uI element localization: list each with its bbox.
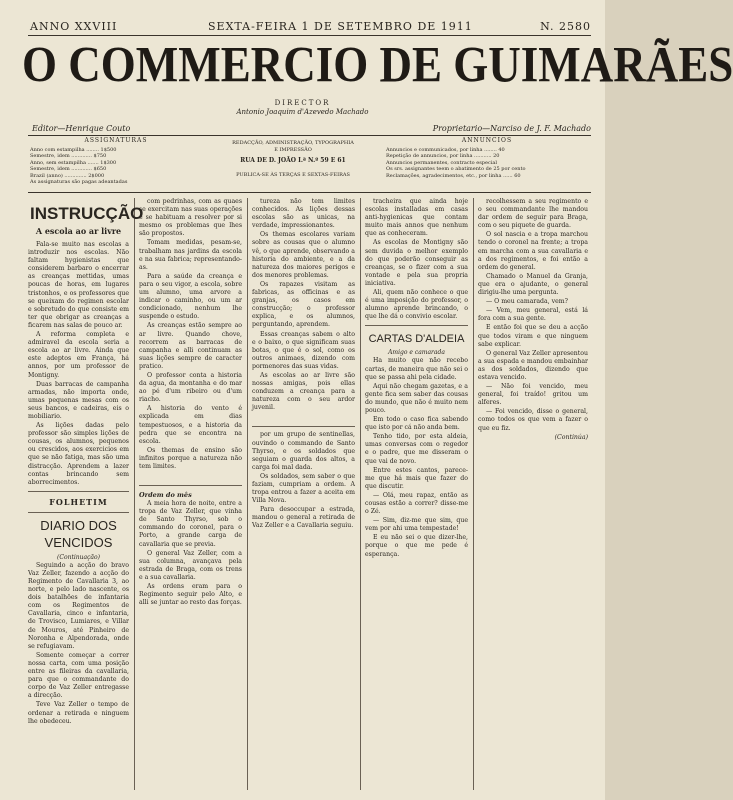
section-rule	[28, 491, 129, 492]
paragraph: O general Vaz Zeller apresentou a sua espada e mandou embainhar as dos soldados, dizendo que estava vencido.	[478, 349, 588, 381]
column-rule	[247, 198, 248, 790]
paragraph: Ali, quem não conhece o que é uma imposição do professor, o alumno aprende brincando, o que lhe dá o convivio escolar.	[365, 289, 468, 321]
paragraph: As escolas ao ar livre são nossas amigas, pois ellas conduzem a creança para a natureza com o seu ardor juvenil.	[252, 371, 355, 412]
paragraph: Chamado o Manuel da Granja, que era o ajudante, o general dirigiu-lhe uma pergunta.	[478, 272, 588, 297]
paragraph: As creanças estão sempre ao ar livre. Quando chove, recorrem as barracas de campanha e alli continuam as suas lições sempre de caracter pratico.	[139, 322, 242, 370]
paragraph: As escolas de Montigny são sem duvida o melhor exemplo do que poderão conseguir as creanças, se o fizer com a sua vontade e pela sua propria iniciativa.	[365, 239, 468, 287]
office-box	[208, 138, 378, 188]
paragraph: Os themas de ensino são infinitos porque a natureza não tem limites.	[139, 446, 242, 470]
subscription-row: Anno com estampilha ........ 1$500	[30, 146, 117, 153]
column-rule	[473, 198, 474, 790]
ads-row: Reclamações, agradecimentos, etc., por linha ...... 60	[386, 172, 521, 179]
paragraph: com pedrinhas, com as quaes se exercitam nas suas operações e se habituam a resolver por si mesmo os problemas que lhes são propostos.	[139, 198, 242, 238]
continued-note: (Continúa)	[554, 433, 588, 441]
paragraph: — Vem, meu general, está lá fora com a sua gente.	[478, 307, 588, 323]
paragraph: Em todo o caso fica sabendo que isto por cá não anda bem.	[365, 416, 468, 432]
ads-row: Repetição de annuncios, por linha ........... 20	[386, 153, 500, 159]
paragraph: Duas barracas de campanha armadas, não importa onde, umas pequenas mesas com os seus bancos, e cadeiras, eis o mobiliario.	[28, 380, 129, 420]
office-line-2: E IMPRESSÃO	[274, 146, 312, 153]
feuilleton-note: (Continuação)	[57, 553, 100, 561]
column-4	[365, 198, 468, 796]
director-name: Antonio Joaquim d'Azevedo Machado	[236, 108, 369, 116]
paragraph: — Olá, meu rapaz, então as cousas estão a correr? disse-me o Zé.	[365, 491, 468, 516]
feuilleton-label: FOLHETIM	[49, 496, 108, 507]
letters-salutation: Amigo e camarada	[388, 349, 445, 357]
dateline	[30, 20, 591, 34]
paragraph: E então foi que se deu a acção que todos viram e que ninguem sabe explicar.	[478, 324, 588, 348]
office-line-1: REDACÇÃO, ADMINISTRAÇÃO, TYPOGRAPHIA	[232, 140, 354, 146]
office-address: RUA DE D. JOÃO I.ª N.º 59 E 61	[240, 157, 346, 164]
paragraph: Fala-se muito nas escolas a introduzir nos escolas. Não faltam hygienistas que considerem barbaro o encerrar as creanças mettidas, umas poucas de horas, em lugares tristonhos, e os professores que se queixam do regimen escolar e sobretudo do que consiste em ter que obrigar as creanças a ficarem nas salas de pouco ar.	[28, 241, 129, 329]
feuilleton-title: DIARIO DOS VENCIDOS	[40, 517, 117, 550]
subscription-row: Semestre, idem ............. $750	[30, 153, 107, 159]
ads-row: Annuncios permanentes, contracto especial	[386, 159, 497, 166]
paragraph: A meia hora de noite, entre a tropa de Vaz Zeller, que vinha de Santo Thyrso, sob o commando do coronel, para o Porto, a grande carga de cavallaria que se previa.	[139, 500, 242, 548]
ads-title: ANNUNCIOS	[461, 137, 513, 144]
paragraph: Para a saúde da creança e para o seu vigor, a escola, sobre um alumno, uma arvore a indicar o caminho, ou um ar condicionado, nenhum lhe suspende o estudo.	[139, 272, 242, 321]
paragraph: Os soldados, sem saber o que faziam, cumpriam a ordem. A tropa entrou a fazer a aceita em Villa Nova.	[252, 472, 355, 505]
ads-row: Annuncios e communicados, por linha ........ 40	[386, 146, 505, 153]
column-1	[28, 198, 144, 796]
paragraph: As ordens eram para o Regimento seguir pelo Alto, e alli se juntar ao resto das forças.	[139, 583, 242, 607]
issue-number: N. 2580	[540, 20, 591, 33]
paragraph: E eu não sei o que dizer-lhe, porque o que me pede é esperança.	[365, 534, 468, 558]
column-rule	[360, 198, 361, 790]
paragraph: — O meu camarada, vem?	[486, 298, 568, 306]
paragraph: O sol nascia e a tropa marchou tendo o coronel na frente; a tropa em marcha com a sua cavallaria e a dos regimentos, e foi então a ordem do general.	[478, 231, 588, 271]
paragraph: — Foi vencido, disse o general, como todos os que vem a fazer o que eu fiz.	[478, 408, 588, 432]
paragraph: O general Vaz Zeller, com a sua columna, avançava pela estrada de Braga, com os trens e a sua cavallaria.	[139, 549, 242, 581]
subscriptions-title: ASSIGNATURAS	[84, 137, 148, 144]
section-rule	[139, 485, 242, 486]
subscription-row: Brazil (anno) .............. 2$000	[30, 172, 105, 179]
letters-heading: CARTAS D'ALDEIA	[368, 333, 465, 346]
paragraph: Para desoccupar a estrada, mandou o general a retirada de Vaz Zeller e a Cavallaria seguiu.	[252, 506, 355, 530]
paragraph: Essas creanças sabem o alto e o baixo, o que significam suas botas, o que é o sol, como os outros animaes, dizendo com pormenores das suas vidas.	[252, 330, 355, 370]
paragraph: tracheira que ainda hoje escolas installadas em casas anti-hygienicas que contam muito mais annos que nenhum que as conheceram.	[365, 198, 468, 238]
paragraph: Seguindo a acção do bravo Vaz Zeller, fazendo a acção do Regimento de Cavallaria 3, ao norte, e pelo lado nascente, os dois batalhões de infantaria com os Regimentos de Cavallaria, cinco e infantaria, de Trovisco, Lumiares, e Villar de Mouros, até Pinheiro de Noronha e Alpendorada, onde se refugiavam.	[28, 561, 129, 650]
article-subheading: A escola ao ar livre	[35, 226, 122, 236]
paragraph: Entre estes cantos, parece-me que há mais que fazer do que discutir.	[365, 466, 468, 490]
order-heading: Ordem do mês	[139, 491, 192, 500]
paragraph: As lições dadas pelo professor são simples lições de cousas, os alumnos, pequenos ou crescidos, aos exercicios em que se não fatiga, mas são uma distracção. Aprendem a lazer contas brincando sem aborrecimentos.	[28, 422, 129, 486]
paragraph: Teve Vaz Zeller o tempo de ordenar a retirada e ninguem lhe obedeceu.	[28, 701, 129, 725]
paragraph: O professor conta a historia da agua, da montanha e do mar ao pé d'um ribeiro ou d'um riacho.	[139, 371, 242, 404]
paragraph: Ha muito que não recebo cartas, de maneira que não sei o que se passa ahi pela cidade.	[365, 357, 468, 381]
section-rule	[365, 325, 468, 326]
paragraph: — Não foi vencido, meu general, foi traído! gritou um alferes.	[478, 383, 588, 407]
issue-date: SEXTA-FEIRA 1 DE SETEMBRO DE 1911	[208, 20, 473, 33]
paragraph: Tomam medidas, pesam-se, trabalham nas jardins da escola e na sua fabrica; representando-as.	[139, 239, 242, 271]
subscription-note: As assignaturas são pagas adeantadas	[30, 179, 128, 185]
boxes-rule	[28, 192, 591, 193]
subscription-row: Semestre, idem ............. $650	[30, 166, 107, 172]
article-heading: INSTRUCÇÃO	[30, 204, 144, 223]
editor-name: Editor—Henrique Couto	[32, 124, 131, 133]
owner-name: Proprietario—Narciso de J. F. Machado	[432, 124, 591, 133]
staff-line	[28, 124, 591, 134]
volume-label: ANNO XXVIII	[30, 20, 118, 33]
paragraph: Somente começar a correr nossa carta, com uma posição entre as fileiras da cavallaria, para que o commandante do corpo de Vaz Zeller entregasse a direcção.	[28, 651, 129, 700]
publication-schedule: PUBLICA-SE ÀS TERÇAS E SEXTAS-FEIRAS	[236, 171, 350, 178]
masthead-title: O COMMERCIO DE GUIMARÃES	[22, 36, 733, 93]
director-title: DIRECTOR	[274, 99, 331, 107]
paragraph: tureza não tem limites conhecidos. As lições dessas escolas são as unicas, na verdade, impressionantes.	[252, 198, 355, 230]
column-rule	[134, 198, 135, 790]
subscription-row: Anno, sem estampilha ....... 1$300	[30, 159, 117, 166]
paragraph: — Sim, diz-me que sim, que vem por ahi uma tempestade!	[365, 517, 468, 533]
section-rule	[28, 512, 129, 513]
section-rule	[252, 426, 355, 427]
ads-box	[386, 138, 588, 188]
top-rule	[28, 35, 591, 36]
ads-row: Os srs. assignantes teem o abatimento de 25 por cento	[386, 166, 526, 172]
subscriptions-box	[30, 138, 202, 188]
column-2	[139, 198, 242, 796]
paragraph: Os themas escolares variam sobre as cousas que o alumno vê, o que aprende, observando a historia do ambiente, e a da natureza dos maiores perigos e dos menores problemas.	[252, 231, 355, 279]
column-5	[478, 198, 588, 796]
paragraph: Os rapazes visitam as fabricas, as officinas e as granjas, os casos em construcção; o professor explica, e os alumnos, perguntando, aprendem.	[252, 280, 355, 329]
paragraph: recolhessem a seu regimento e o seu commandante lhe mandou dar ordem de seguir para Braga, com o seu piquete de guarda.	[478, 198, 588, 230]
paragraph: A historia do vento é explicada em dias tempestuosos, e a historia da pedra que se encontra na escola.	[139, 405, 242, 445]
director-block	[0, 99, 605, 117]
paragraph: Aqui não chegam gazetas, e a gente fica sem saber das cousas do mundo, que não é muito nem pouco.	[365, 382, 468, 414]
header-rule	[28, 135, 591, 136]
paragraph: Tenho tido, por esta aldeia, umas conversas com o regedor e o padre, que me disseram o que vai de novo.	[365, 433, 468, 465]
column-3	[252, 198, 355, 796]
paragraph: por um grupo de sentinellas, ouvindo o commando de Santo Thyrso, e os soldados que seguiam o guarda dos altos, a carga foi mal dada.	[252, 431, 355, 471]
paragraph: A reforma completa e admiravel da escola seria a escola ao ar livre. Ainda que este adeptos em França, há annos, por um professor de Montigny.	[28, 331, 129, 379]
